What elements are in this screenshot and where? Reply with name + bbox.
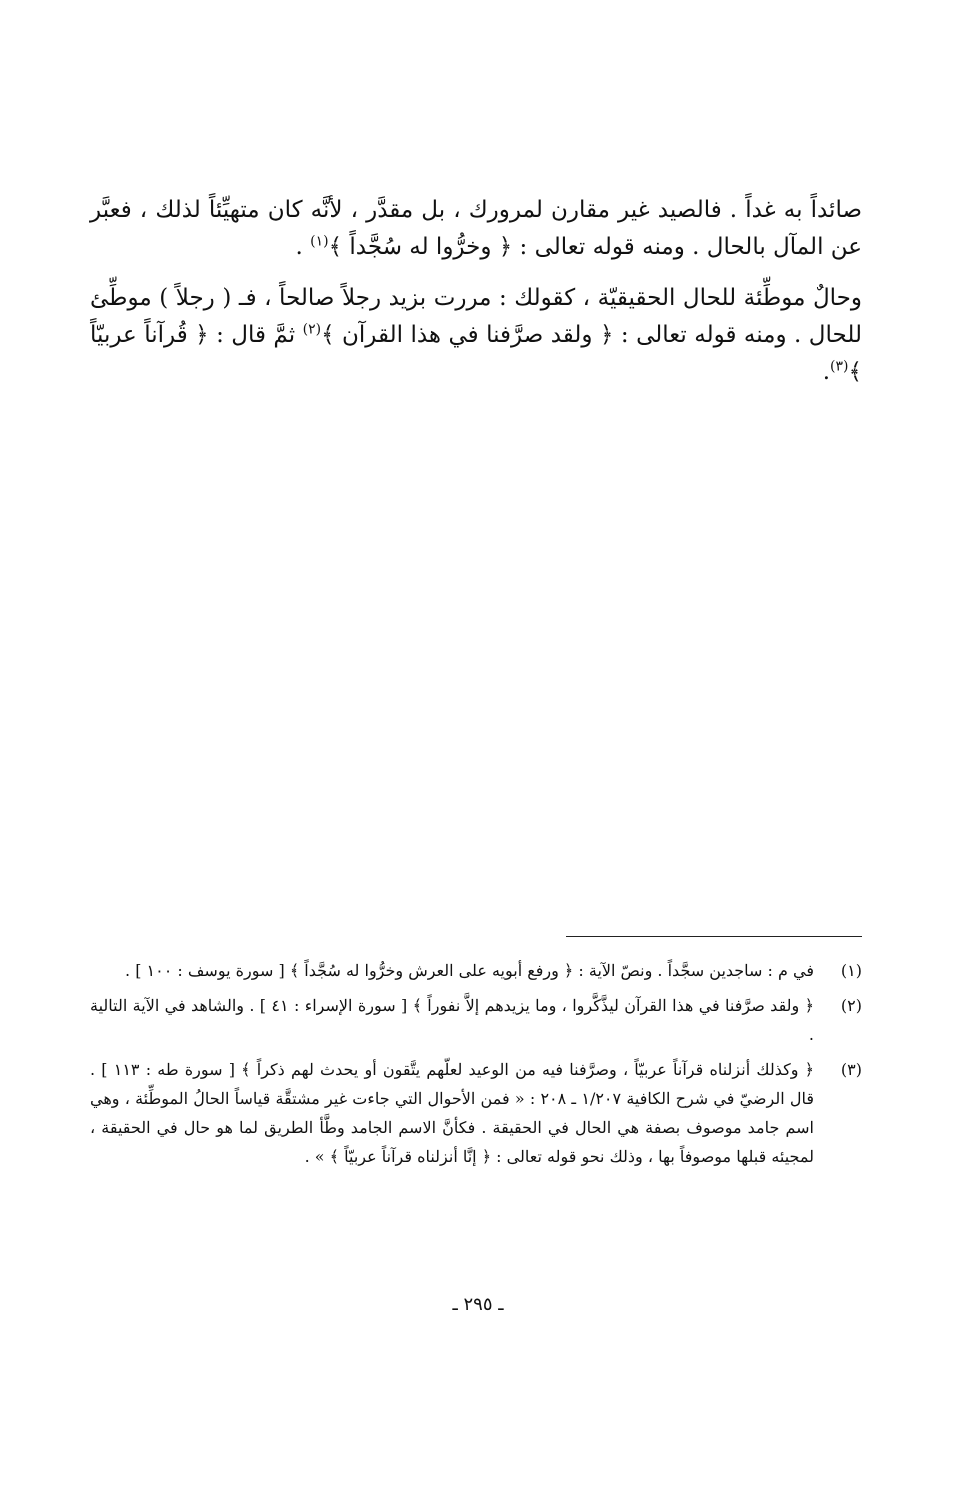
- footnote-ref-3: (٣): [830, 358, 849, 375]
- footnote-text: ﴿ ولقد صرَّفنا في هذا القرآن ليذَّكَّروا ، وما يزيدهم إلاَّ نفوراً ﴾ [ سورة الإسراء : ٤١ ] . والشاهد في الآية التالية .: [90, 996, 815, 1044]
- footnote-number: (٣): [840, 1060, 862, 1079]
- footnote-text: في م : ساجدين سجَّداً . ونصّ الآية : ﴿ ورفع أبويه على العرش وخرُّوا له سُجَّداً ﴾ [ سورة يوسف : ١٠٠ ] .: [125, 961, 814, 980]
- paragraph-2: [90, 280, 862, 391]
- footnote-text: ﴿ وكذلك أنزلناه قرآناً عربيّاً ، وصرَّفنا فيه من الوعيد لعلّهم يتَّقون أو يحدث لهم ذكراً ﴾ [ سورة طه : ١١٣ ] . قال الرضيّ في شرح الكافية ١/٢٠٧ ـ ٢٠٨ : « فمن الأحوال التي جاءت غير مشتقَّة قياساً الحالُ الموطِّئة ، وهي اسم جامد موصوف بصفة هي الحال في الحقيقة . فكأنَّ الاسم الجامد وطَّأ الطريق لما هو حال في الحقيقة ، لمجيئه قبلها موصوفاً بها ، وذلك نحو قوله تعالى : ﴿ إنَّا أنزلناه قرآناً عربيّاً ﴾ » .: [90, 1060, 815, 1166]
- paragraph-2-text: وحالٌ موطِّئة للحال الحقيقيّة ، كقولك : مررت بزيد رجلاً صالحاً ، فـ ( رجلاً ) موطِّئ للحال . ومنه قوله تعالى : ﴿ ولقد صرَّفنا في هذا القرآن ﴾: [90, 285, 862, 348]
- paragraph-1-end: .: [295, 234, 311, 260]
- footnote-ref-2: (٢): [302, 321, 322, 338]
- footnote-ref-1: (١): [310, 233, 329, 250]
- footnotes: [90, 956, 862, 1177]
- paragraph-2-mid: ثمَّ قال : ﴿ قُرآناً عربيّاً ﴾: [90, 322, 862, 385]
- footnote-2: [90, 991, 862, 1049]
- footnote-number: (١): [840, 961, 862, 980]
- footnote-separator: [566, 936, 862, 937]
- page-number: ـ ٢٩٥ ـ: [452, 1294, 504, 1315]
- paragraph-1-text: صائداً به غداً . فالصيد غير مقارن لمرورك ، بل مقدَّر ، لأنَّه كان متهيِّئاً لذلك ، فعبَّر عن المآل بالحال . ومنه قوله تعالى : ﴿ وخرُّوا له سُجَّداً ﴾: [90, 197, 862, 260]
- main-text: [90, 192, 862, 405]
- footnote-3: [90, 1055, 862, 1171]
- footnote-number: (٢): [840, 996, 862, 1015]
- footnote-1: [90, 956, 862, 985]
- paragraph-1: [90, 192, 862, 266]
- paragraph-2-end: .: [822, 359, 831, 385]
